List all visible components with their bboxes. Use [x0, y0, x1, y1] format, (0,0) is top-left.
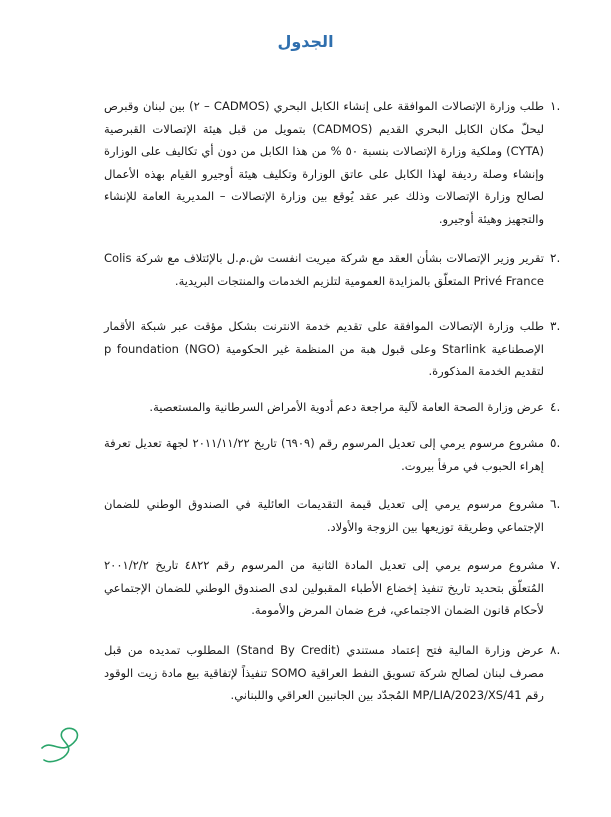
item-number: .٣ [550, 319, 561, 333]
item-number: .٤ [550, 400, 561, 414]
agenda-item-4 [104, 396, 561, 419]
item-number: .٨ [550, 643, 561, 657]
agenda-item-7 [104, 554, 561, 622]
agenda-item-5 [104, 432, 561, 477]
item-number: .٧ [550, 558, 561, 572]
signature-initial [38, 718, 94, 766]
item-number: .٦ [550, 497, 561, 511]
item-text: عرض وزارة الصحة العامة لآلية مراجعة دعم أدوية الأمراض السرطانية والمستعصية. [149, 400, 544, 414]
item-text: مشروع مرسوم يرمي إلى تعديل قيمة التقديمات العائلية في الصندوق الوطني للضمان الإجتماعي وطريقة توزيعها بين الزوجة والأولاد. [104, 497, 544, 534]
page-title: الجدول [277, 32, 334, 51]
item-text: مشروع مرسوم يرمي إلى تعديل المرسوم رقم (٦٩٠٩) تاريخ ٢٠١١/١١/٢٢ لجهة تعديل تعرفة إهراء الحبوب في مرفأ بيروت. [104, 436, 544, 473]
agenda-item-3 [104, 315, 561, 383]
agenda-item-8 [104, 639, 561, 707]
item-text: مشروع مرسوم يرمي إلى تعديل المادة الثانية من المرسوم رقم ٤٨٢٢ تاريخ ٢٠٠١/٢/٢ المُتعلّق بتحديد تاريخ تنفيذ إخضاع الأطباء المقبولين لدى الصندوق الوطني للضمان الإجتماعي لأحكام قانون الضمان الاجتماعي، فرع ضمان المرض والأمومة. [104, 558, 544, 617]
agenda-item-2 [104, 247, 561, 292]
agenda-item-1 [104, 95, 561, 230]
item-text: طلب وزارة الإتصالات الموافقة على تقديم خدمة الانترنت بشكل مؤقت عبر شبكة الأقمار الإصطناعية Starlink وعلى قبول هبة من المنظمة غير الحكومية (NGO) p foundation لتقديم الخدمة المذكورة. [104, 319, 544, 378]
item-number: .٢ [550, 251, 561, 265]
item-number: .٥ [550, 436, 561, 450]
item-text: طلب وزارة الإتصالات الموافقة على إنشاء الكابل البحري (CADMOS – ٢) بين لبنان وقبرص ليحلّ مكان الكابل البحري القديم (CADMOS) بتمويل من قبل هيئة الإتصالات القبرصية (CYTA) وملكية وزارة الإتصالات بنسبة ٥٠ % من هذا الكابل من دون أي تكاليف على الوزارة وإنشاء وصلة رديفة لهذا الكابل على عاتق الوزارة وتكليف هيئة أوجيرو القيام بهذه الأعمال لصالح وزارة الإتصالات وذلك عبر عقد يُوقع بين وزارة الإتصالات – المديرية العامة للإنشاء والتجهيز وهيئة أوجيرو. [104, 99, 545, 226]
item-text: عرض وزارة المالية فتح إعتماد مستندي (Stand By Credit) المطلوب تمديده من قبل مصرف لبنان لصالح شركة تسويق النفط العراقية SOMO تنفيذاً لإتفاقية بيع مادة زيت الوقود رقم MP/LIA/2023/XS/41 المُجدّد بين الجانبين العراقي واللبناني. [104, 643, 544, 702]
item-number: .١ [550, 99, 561, 113]
item-text: تقرير وزير الإتصالات بشأن العقد مع شركة ميريت انفست ش.م.ل بالإئتلاف مع شركة Colis Privé France المتعلّق بالمزايدة العمومية لتلزيم الخدمات والمنتجات البريدية. [104, 251, 544, 288]
agenda-item-6 [104, 493, 561, 538]
